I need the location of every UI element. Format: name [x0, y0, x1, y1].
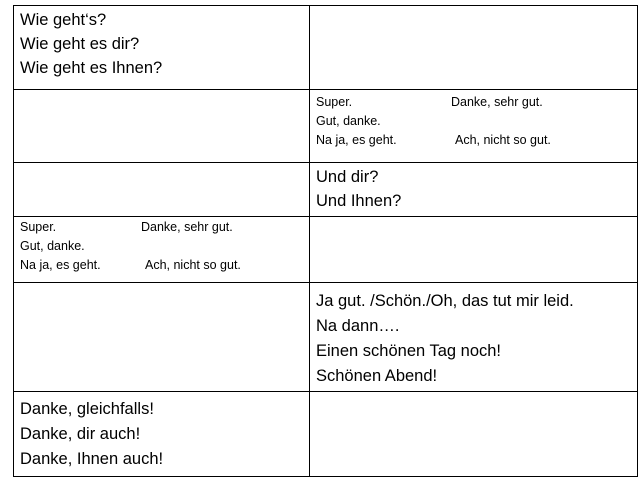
phrase-line: Ja gut. /Schön./Oh, das tut mir leid. — [316, 292, 574, 311]
table-cell — [310, 392, 638, 477]
table-cell — [310, 283, 638, 392]
dialogue-table — [13, 5, 638, 477]
response-option: Na ja, es geht. — [20, 258, 101, 273]
response-line — [20, 256, 304, 275]
response-line — [20, 218, 304, 237]
table-cell — [310, 162, 638, 216]
phrase-line: Danke, Ihnen auch! — [20, 450, 164, 469]
table-cell — [14, 162, 310, 216]
table-cell — [310, 89, 638, 162]
phrase-line: Einen schönen Tag noch! — [316, 342, 502, 361]
table-row — [14, 162, 638, 216]
phrase-line: Und dir? — [316, 167, 379, 186]
response-option: Danke, sehr gut. — [451, 94, 543, 109]
table-cell — [14, 217, 310, 283]
table-row — [14, 217, 638, 283]
response-option: Na ja, es geht. — [316, 132, 397, 147]
response-line — [20, 237, 304, 256]
response-line — [316, 131, 632, 150]
phrase-line: Wie geht es dir? — [20, 35, 140, 53]
response-option: Super. — [316, 94, 353, 109]
response-option: Gut, danke. — [316, 113, 381, 128]
table-cell — [310, 217, 638, 283]
phrase-line: Danke, gleichfalls! — [20, 400, 154, 419]
phrase-line: Wie geht‘s? — [20, 11, 107, 29]
table-cell — [14, 392, 310, 477]
table-row — [14, 392, 638, 477]
phrase-line: Schönen Abend! — [316, 367, 438, 386]
table-cell — [310, 6, 638, 90]
response-line — [316, 93, 632, 112]
response-option: Danke, sehr gut. — [141, 220, 233, 235]
table-row — [14, 6, 638, 90]
response-option: Ach, nicht so gut. — [455, 132, 551, 147]
table-cell — [14, 6, 310, 90]
response-option: Super. — [20, 220, 57, 235]
phrase-line: Na dann…. — [316, 317, 400, 336]
table-row — [14, 283, 638, 392]
response-option: Ach, nicht so gut. — [145, 258, 241, 273]
phrase-line: Danke, dir auch! — [20, 425, 141, 444]
table-cell — [14, 89, 310, 162]
response-line — [316, 112, 632, 131]
table-row — [14, 89, 638, 162]
phrase-line: Wie geht es Ihnen? — [20, 59, 163, 77]
phrase-line: Und Ihnen? — [316, 191, 402, 210]
response-option: Gut, danke. — [20, 239, 85, 254]
table-cell — [14, 283, 310, 392]
